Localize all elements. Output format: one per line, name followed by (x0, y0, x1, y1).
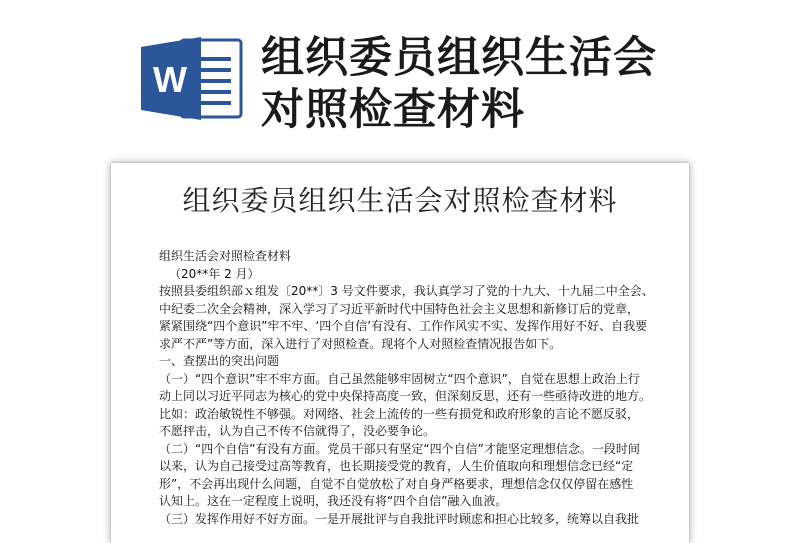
body-line: （一）“四个意识”牢不牢方面。自己虽然能够牢固树立“四个意识”，自觉在思想上政治上行 (159, 371, 640, 386)
body-line: （三）发挥作用好不好方面。一是开展批评与自我批评时顾虑和担心比较多，统筹以自我批 (159, 511, 640, 526)
body-line: 中纪委二次全会精神，深入学习了习近平新时代中国特色社会主义思想和新修订后的党章， (159, 301, 640, 316)
body-line: 一、查摆出的突出问题 (159, 354, 280, 368)
body-line: （二）“四个自信”有没有方面。党员干部只有坚定“四个自信”才能坚定理想信念。一段时间 (159, 441, 640, 456)
body-line: 按照县委组织部ｘ组发〔20**〕3 号文件要求，我认真学习了党的十九大、十九届二中全会、 (159, 284, 654, 298)
body-line: （20**年 2 月） (169, 266, 260, 281)
banner (0, 0, 800, 160)
document-title: 组织委员组织生活会对照检查材料 (182, 184, 618, 217)
banner-title (261, 32, 781, 136)
word-icon-letter: W (153, 59, 187, 100)
banner-title-line-2: 对照检查材料 (261, 85, 525, 135)
body-line: 比如：政治敏锐性不够强。对网络、社会上流传的一些有损党和政府形象的言论不愿反驳， (159, 406, 640, 421)
banner-title-line-1: 组织委员组织生活会 (261, 33, 657, 83)
document-body (159, 248, 655, 528)
body-line: 动上同以习近平同志为核心的党中央保持高度一致，但深刻反思，还有一些亟待改进的地方。 (159, 389, 652, 403)
document-page (111, 163, 689, 543)
word-icon (141, 37, 243, 120)
body-line: 组织生活会对照检查材料 (159, 249, 292, 263)
body-line: 以来，认为自己接受过高等教育，也长期接受党的教育，人生价值取向和理想信念已经“定 (159, 459, 634, 473)
body-line: 形”，不会再出现什么问题，自觉不自觉放松了对自身严格要求，理想信念仅仅停留在感性 (159, 476, 634, 491)
body-line: 紧紧围绕“四个意识”牢不牢、‘四个自信’有没有、工作作风实不实、发挥作用好不好、自我要 (159, 319, 648, 333)
body-line: 不愿抨击，认为自己不传不信就得了，没必要争论。 (159, 424, 436, 438)
body-line: 求严不严”等方面，深入进行了对照检查。现将个人对照检查情况报告如下。 (159, 336, 562, 351)
body-line: 认知上。这在一定程度上说明，我还没有将“四个自信”融入血液。 (159, 494, 508, 508)
